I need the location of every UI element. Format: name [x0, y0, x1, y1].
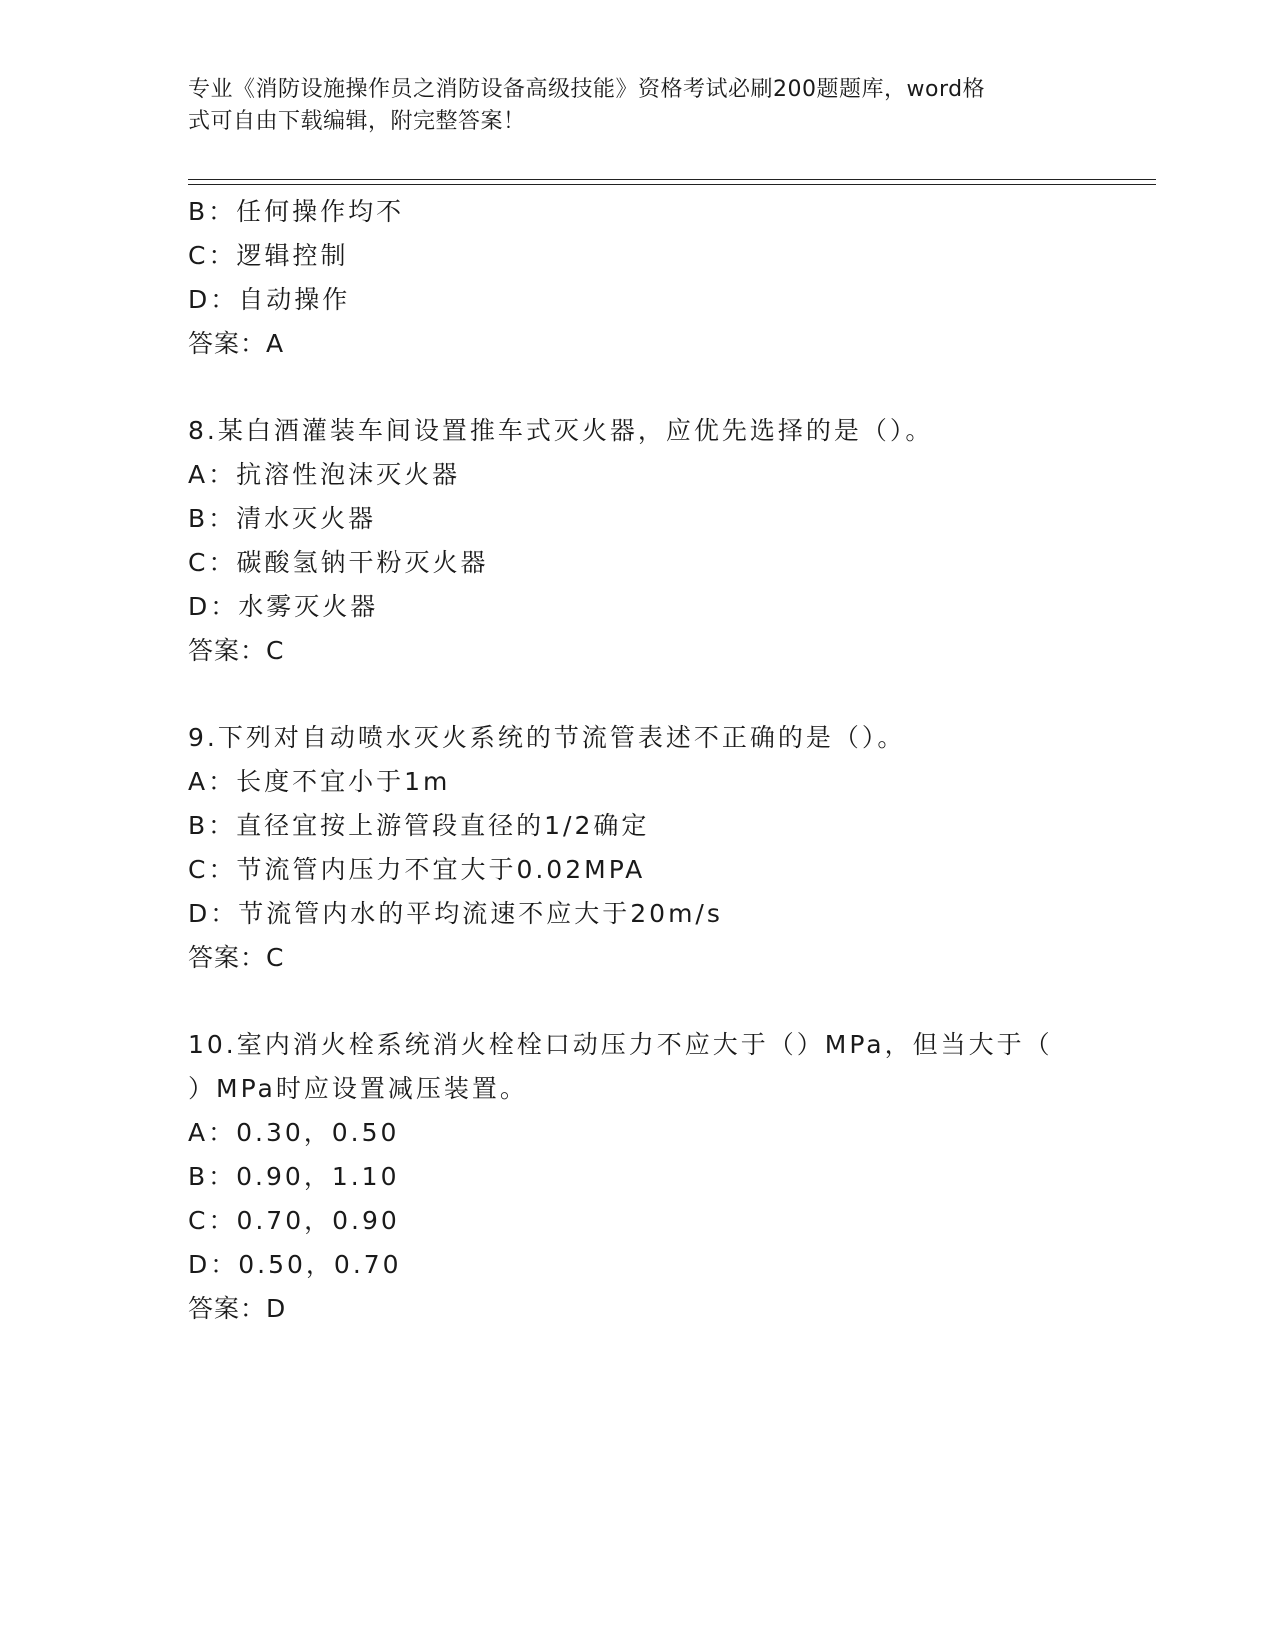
- header-divider-top: [188, 179, 1156, 180]
- q9-answer: 答案：C: [188, 943, 285, 972]
- q8-option-d: D：水雾灭火器: [188, 592, 379, 621]
- q8-option-b: B：清水灭火器: [188, 504, 377, 533]
- q8-option-c: C：碳酸氢钠干粉灭火器: [188, 548, 489, 577]
- header-line-1: 专业《消防设施操作员之消防设备高级技能》资格考试必刷200题题库，word格: [188, 77, 986, 102]
- document-header: [188, 74, 1078, 138]
- q9-question: 9.下列对自动喷水灭火系统的节流管表述不正确的是（）。: [188, 723, 906, 752]
- q8-question: 8.某白酒灌装车间设置推车式灭火器，应优先选择的是（）。: [188, 416, 934, 445]
- q8-option-a: A：抗溶性泡沫灭火器: [188, 460, 461, 489]
- q10-answer: 答案：D: [188, 1294, 287, 1323]
- q9-option-a: A：长度不宜小于1m: [188, 767, 451, 796]
- q10-question-line-2: ）MPa时应设置减压装置。: [188, 1074, 528, 1103]
- q10-option-b: B：0.90，1.10: [188, 1162, 400, 1191]
- q10-question-line-1: 10.室内消火栓系统消火栓栓口动压力不应大于（）MPa，但当大于（: [188, 1030, 1053, 1059]
- header-line-2: 式可自由下载编辑，附完整答案！: [188, 109, 526, 134]
- q9-option-c: C：节流管内压力不宜大于0.02MPA: [188, 855, 646, 884]
- q7-option-b: B：任何操作均不: [188, 197, 405, 226]
- q10-option-a: A：0.30，0.50: [188, 1118, 400, 1147]
- q7-option-d: D：自动操作: [188, 285, 351, 314]
- q7-answer: 答案：A: [188, 329, 285, 358]
- q7-option-c: C：逻辑控制: [188, 241, 349, 270]
- q10-option-d: D：0.50，0.70: [188, 1250, 402, 1279]
- q10-option-c: C：0.70，0.90: [188, 1206, 400, 1235]
- q8-answer: 答案：C: [188, 636, 285, 665]
- q9-option-b: B：直径宜按上游管段直径的1/2确定: [188, 811, 650, 840]
- q9-option-d: D：节流管内水的平均流速不应大于20m/s: [188, 899, 723, 928]
- header-divider-bottom: [188, 184, 1156, 185]
